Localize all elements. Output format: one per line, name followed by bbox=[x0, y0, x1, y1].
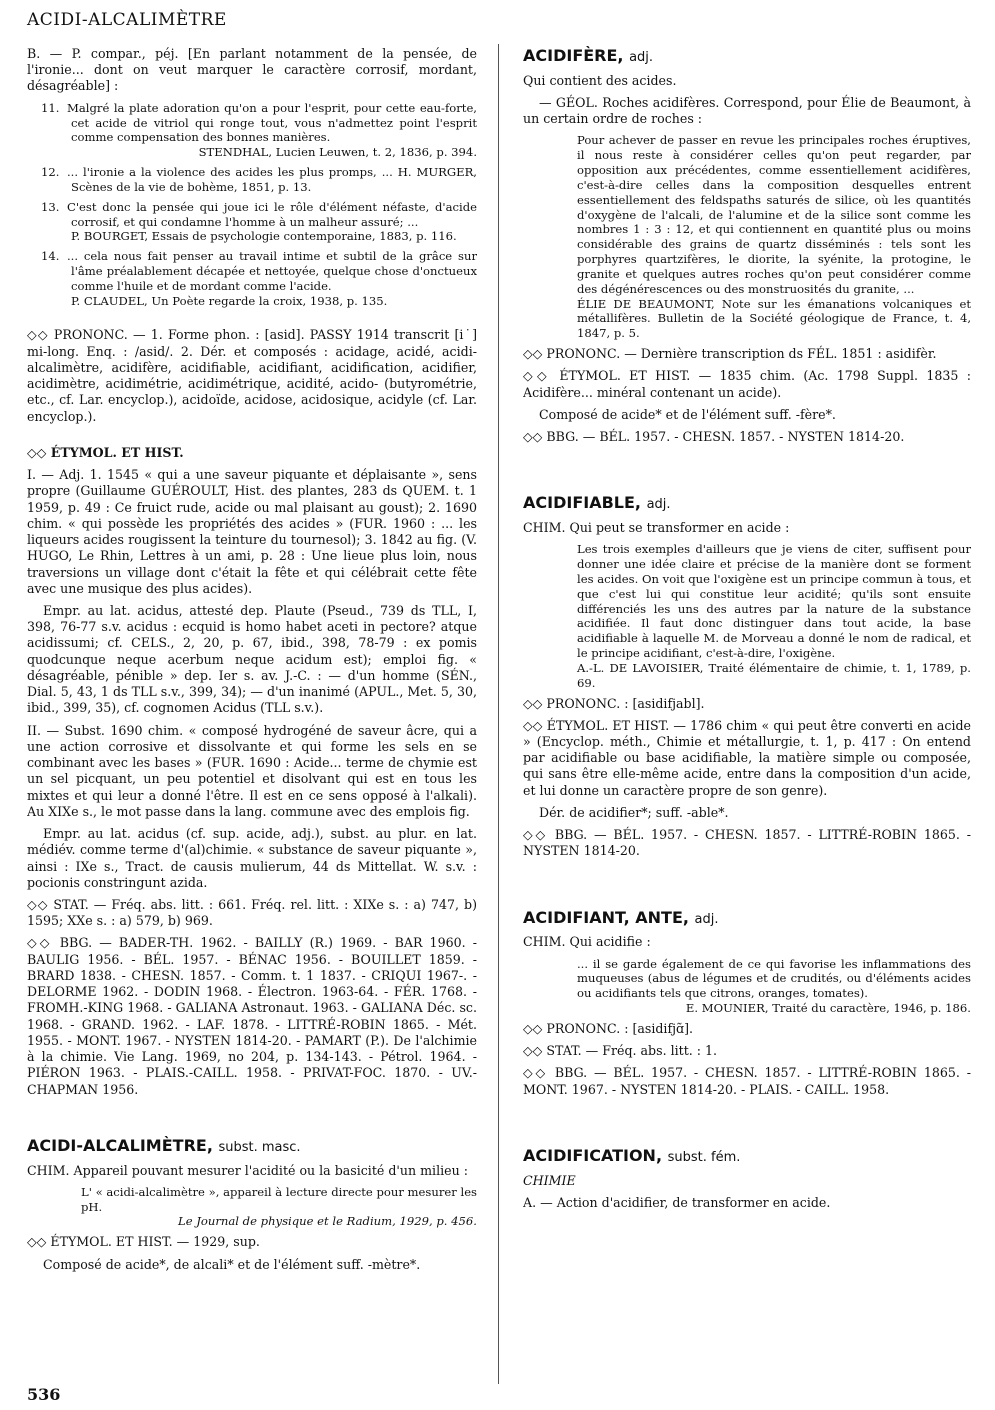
acidifiable-bbg: ◇◇ BBG. — BÉL. 1957. - CHESN. 1857. - LITTRÉ-ROBIN 1865. - NYSTEN 1814-20. bbox=[523, 827, 971, 859]
acidifiable-citation: Les trois exemples d'ailleurs que je viens de citer, suffisent pour donner une idée claire et précise de la manière dont se forment les acides. On voit que l'oxigène est un principe commun à tous, et que c'est lui qui constitue leur acidité; qu'ils sont ensuite différenciés les uns des autres par la nature de la substance acidifiée. Il faut donc distinguer dans tout acide, la base acidifiable à laquelle M. de Morveau a donné le nom de radical, et le principe acidifiant, c'est-à-dire, l'oxigène. A.-L. DE LAVOISIER, Traité élémentaire de chimie, t. 1, 1789, p. 69. bbox=[577, 542, 971, 690]
acidification-sense-a: A. — Action d'acidifier, de transformer en acide. bbox=[523, 1194, 831, 1210]
acidi-alcalimetre-definition: CHIM. Appareil pouvant mesurer l'acidité ou la basicité d'un milieu : bbox=[27, 1162, 468, 1178]
acidifere-etymol: ◇◇ ÉTYMOL. ET HIST. — 1835 chim. (Ac. 1798 Suppl. 1835 : Acidifère... minéral contenant un acide). bbox=[523, 368, 971, 400]
acidifere-etymol-detail: Composé de acide* et de l'élément suff. -fère*. bbox=[539, 406, 836, 422]
prononc-section: ◇◇ PRONONC. — 1. Forme phon. : [asid]. PASSY 1914 transcrit [i˙] mi-long. Enq. : /asid/. 2. Dér. et composés : acidage, acidé, acidi-alcalimètre, acidifère, acidifiable, acidifiant, acidification, acidifier, acidimètre, acidimétrie, acidimétrique, acidité, acido- (butyrométrie, etc., cf. Lar. encyclop.), acidoïde, acidose, acidosique, acidyle (cf. Lar. encyclop.). bbox=[27, 327, 477, 424]
acidifiable-prononc: ◇◇ PRONONC. : [asidifjabl]. bbox=[523, 695, 705, 711]
acidi-alcalimetre-etymol-detail: Composé de acide*, de alcali* et de l'élément suff. -mètre*. bbox=[43, 1256, 421, 1272]
acidifiant-stat: ◇◇ STAT. — Fréq. abs. litt. : 1. bbox=[523, 1043, 718, 1059]
citation-11: 11. Malgré la plate adoration qu'on a pour l'esprit, pour cette eau-forte, cet acide de vitriol qui ronge tout, vous n'admettez point l'esprit comme compensation des bonnes manières. STENDHAL, Lucien Leuwen, t. 2, 1836, p. 394. bbox=[41, 100, 477, 160]
acidifiant-source: E. MOUNIER, Traité du caractère, 1946, p. 186. bbox=[685, 1001, 971, 1016]
acidifere-bbg: ◇◇ BBG. — BÉL. 1957. - CHESN. 1857. - NYSTEN 1814-20. bbox=[523, 429, 905, 444]
etymol-adj: I. — Adj. 1. 1545 « qui a une saveur piquante et déplaisante », sens propre (Guillaume GUÉROULT, Hist. des plantes, 283 ds QUEM. t. 1 1959, p. 49 : Ce fruict rude, acide ou mal plaisant au goust); 2. 1690 chim. « qui possède les propriétés des acides » (FUR. 1960 : ... les liqueurs acides rougissent la teinture du tournesol); 3. 1842 au fig. (V. HUGO, Le Rhin, Lettres à un ami, p. 28 : Une lieue plus loin, nous traversions un village dont c'était la fête et qui célébrait cette fête avec une musique des plus acides). bbox=[27, 467, 477, 596]
stat-section: ◇◇ STAT. — Fréq. abs. litt. : 661. Fréq. rel. litt. : XIXe s. : a) 747, b) 1595; XXe s. : a) 579, b) 969. bbox=[27, 896, 477, 929]
acidifiable-definition: CHIM. Qui peut se transformer en acide : bbox=[523, 520, 790, 535]
page-number: 536 bbox=[27, 1385, 61, 1404]
bbg-section: ◇◇ BBG. — BADER-TH. 1962. - BAILLY (R.) 1969. - BAR 1960. - BAULIG 1956. - BÉL. 1957. - BÉNAC 1956. - BOUILLET 1859. - BRARD 1838. - CHESN. 1857. - Comm. t. 1 1837. - CRIQUI 1967-. - DELORME 1962. - DODIN 1968. - Électron. 1963-64. - FÉR. 1768. - FROMH.-KING 1968. - GALIANA Astronaut. 1963. - GALIANA Déc. sc. 1968. - GRAND. 1962. - LAF. 1878. - LITTRÉ-ROBIN 1865. - Mét. 1955. - MONT. 1967. - NYSTEN 1814-20. - PAMART (P.). De l'alchimie à la chimie. Vie Lang. 1969, no 204, p. 134-143. - Pétrol. 1964. - PIÉRON 1963. - PLAIS.-CAILL. 1958. - PRIVAT-FOC. 1870. - UV.-CHAPMAN 1956. bbox=[27, 935, 477, 1097]
left-column bbox=[27, 46, 477, 1380]
acidifere-citation: Pour achever de passer en revue les principales roches éruptives, il nous reste à considérer celles qu'on peut regarder, par opposition aux précédentes, comme essentiellement acidifères, c'est-à-dire celles dans la composition desquelles entrent essentiellement des feldspaths saturés de silice, où les quantités d'oxygène de l'alcali, de l'alumine et de la silice sont comme les nombres 1 : 3 : 12, et qui contiennent en quantité plus ou moins considérable des grains de quartz disséminés : tels sont les porphyres quartzifères, le diorite, la syénite, la protogine, le granite et quelques autres roches qu'on peut considérer comme des dégénérescences ou des monstruosités du granite, ... ÉLIE DE BEAUMONT, Note sur les émanations volcaniques et métallifères. Bulletin de la Société géologique de France, t. 4, 1847, p. 5. bbox=[577, 133, 971, 341]
etymol-heading: ◇◇ ÉTYMOL. ET HIST. bbox=[27, 444, 184, 460]
citation-13-source: P. BOURGET, Essais de psychologie contemporaine, 1883, p. 116. bbox=[71, 229, 457, 244]
acidi-alcalimetre-citation: L' « acidi-alcalimètre », appareil à lecture directe pour mesurer les pH. Le Journal de physique et le Radium, 1929, p. 456. bbox=[81, 1184, 477, 1229]
running-head: ACIDI-ALCALIMÈTRE bbox=[27, 10, 227, 30]
etymol-subst: II. — Subst. 1690 chim. « composé hydrogéné de saveur âcre, qui a une action corrosive et dissolvante et qui forme les sels en se combinant avec les bases » (FUR. 1690 : Acide... terme de chymie est un sel picquant, un peu potentiel et disolvant qui est en tous les mixtes et qui leur a donné l'être. Il est en ce sens opposé à l'alkali). Au XIXe s., le mot passe dans la lang. commune avec des emplois fig. bbox=[27, 722, 477, 819]
headword-acidification: ACIDIFICATION, subst. fém. bbox=[523, 1145, 741, 1165]
acidifiant-bbg: ◇◇ BBG. — BÉL. 1957. - CHESN. 1857. - LITTRÉ-ROBIN 1865. - MONT. 1967. - NYSTEN 1814-20. - PLAIS. - CAILL. 1958. bbox=[523, 1065, 971, 1097]
headword-acidifiable: ACIDIFIABLE, adj. bbox=[523, 493, 671, 513]
citation-14: 14. ... cela nous fait penser au travail intime et subtil de la grâce sur l'âme préalablement décapée et nettoyée, quelque chose d'onctueux comme l'huile et de mordant comme l'acide. P. CLAUDEL, Un Poète regarde la croix, 1938, p. 135. bbox=[41, 249, 477, 308]
sense-b: B. — P. compar., péj. [En parlant notamment de la pensée, de l'ironie... dont on veut marquer le caractère corrosif, mordant, désagréable] : bbox=[27, 46, 477, 94]
etymol-subst-latin: Empr. au lat. acidus (cf. sup. acide, adj.), subst. au plur. en lat. médiév. comme terme d'(al)chimie. « substance de saveur piquante », ainsi : IXe s., Tract. de causis mulierum, 44 ds Mittellat. W. s.v. : pocionis constringunt azida. bbox=[27, 826, 477, 890]
acidifiable-source: A.-L. DE LAVOISIER, Traité élémentaire de chimie, t. 1, 1789, p. 69. bbox=[577, 660, 971, 690]
acidifere-geol: — GÉOL. Roches acidifères. Correspond, pour Élie de Beaumont, à un certain ordre de roches : bbox=[523, 95, 971, 127]
acidi-alcalimetre-etymol: ◇◇ ÉTYMOL. ET HIST. — 1929, sup. bbox=[27, 1234, 260, 1250]
acidifiant-definition: CHIM. Qui acidifie : bbox=[523, 934, 651, 950]
headword-acidifere: ACIDIFÈRE, adj. bbox=[523, 46, 654, 65]
acidi-alcalimetre-source: Le Journal de physique et le Radium, 1929, p. 456. bbox=[178, 1214, 477, 1229]
citation-12: 12. ... l'ironie a la violence des acides les plus promps, ... H. MURGER, Scènes de la vie de bohème, 1851, p. 13. bbox=[41, 165, 477, 194]
etymol-adj-latin: Empr. au lat. acidus, attesté dep. Plaute (Pseud., 739 ds TLL, I, 398, 76-77 s.v. acidus : ecquid is homo habet aceti in pectore? atque acidissumi; cf. CELS., 2, 20, p. 67, ibid., 398, 78-79 : ex pomis quodcunque neque acerbum neque acidum est); emploi fig. « désagréable, pénible » dep. Ier s. av. J.-C. : — d'un homme (SÉN., Dial. 5, 43, 1 ds TLL s.v., 399, 34); — d'un inanimé (APUL., Met. 5, 30, ibid., 399, 35), cf. cognomen Acidus (TLL s.v.). bbox=[27, 602, 477, 716]
headword-acidifiant: ACIDIFIANT, ANTE, adj. bbox=[523, 907, 719, 927]
acidifere-source: ÉLIE DE BEAUMONT, Note sur les émanations volcaniques et métallifères. Bulletin de la Société géologique de France, t. 4, 1847, p. 5. bbox=[577, 296, 971, 341]
acidifiant-citation: ... il se garde également de ce qui favorise les inflammations des muqueuses (abus de légumes et de crudités, ou d'éléments acides ou acidifiants tels que citrons, oranges, tomates). E. MOUNIER, Traité du caractère, 1946, p. 186. bbox=[577, 956, 971, 1016]
acidifiant-prononc: ◇◇ PRONONC. : [asidifjɑ̃]. bbox=[523, 1020, 694, 1036]
acidification-domain: CHIMIE bbox=[523, 1172, 576, 1188]
acidifiable-etymol-detail: Dér. de acidifier*; suff. -able*. bbox=[539, 804, 729, 820]
right-column bbox=[523, 46, 971, 1380]
citation-14-source: P. CLAUDEL, Un Poète regarde la croix, 1938, p. 135. bbox=[71, 293, 388, 308]
citation-11-source: STENDHAL, Lucien Leuwen, t. 2, 1836, p. 394. bbox=[198, 145, 477, 160]
acidifiable-etymol: ◇◇ ÉTYMOL. ET HIST. — 1786 chim « qui peut être converti en acide » (Encyclop. méth., Chimie et métallurgie, t. 1, p. 417 : On entend par acidifiable ou base acidifiable, la matière simple ou composée, qui sans être elle-même acide, entre dans la composition d'un acide, et lui donne un caractère propre de son genre). bbox=[523, 717, 971, 798]
column-divider bbox=[498, 44, 499, 1384]
headword-acidi-alcalimetre: ACIDI-ALCALIMÈTRE, subst. masc. bbox=[27, 1135, 301, 1155]
citation-13: 13. C'est donc la pensée qui joue ici le rôle d'élément néfaste, d'acide corrosif, et qui condamne l'homme à un malheur assuré; ... P. BOURGET, Essais de psychologie contemporaine, 1883, p. 116. bbox=[41, 199, 477, 244]
acidifere-definition: Qui contient des acides. bbox=[523, 72, 677, 88]
acidifere-prononc: ◇◇ PRONONC. — Dernière transcription ds FÉL. 1851 : asidifèr. bbox=[523, 346, 937, 362]
